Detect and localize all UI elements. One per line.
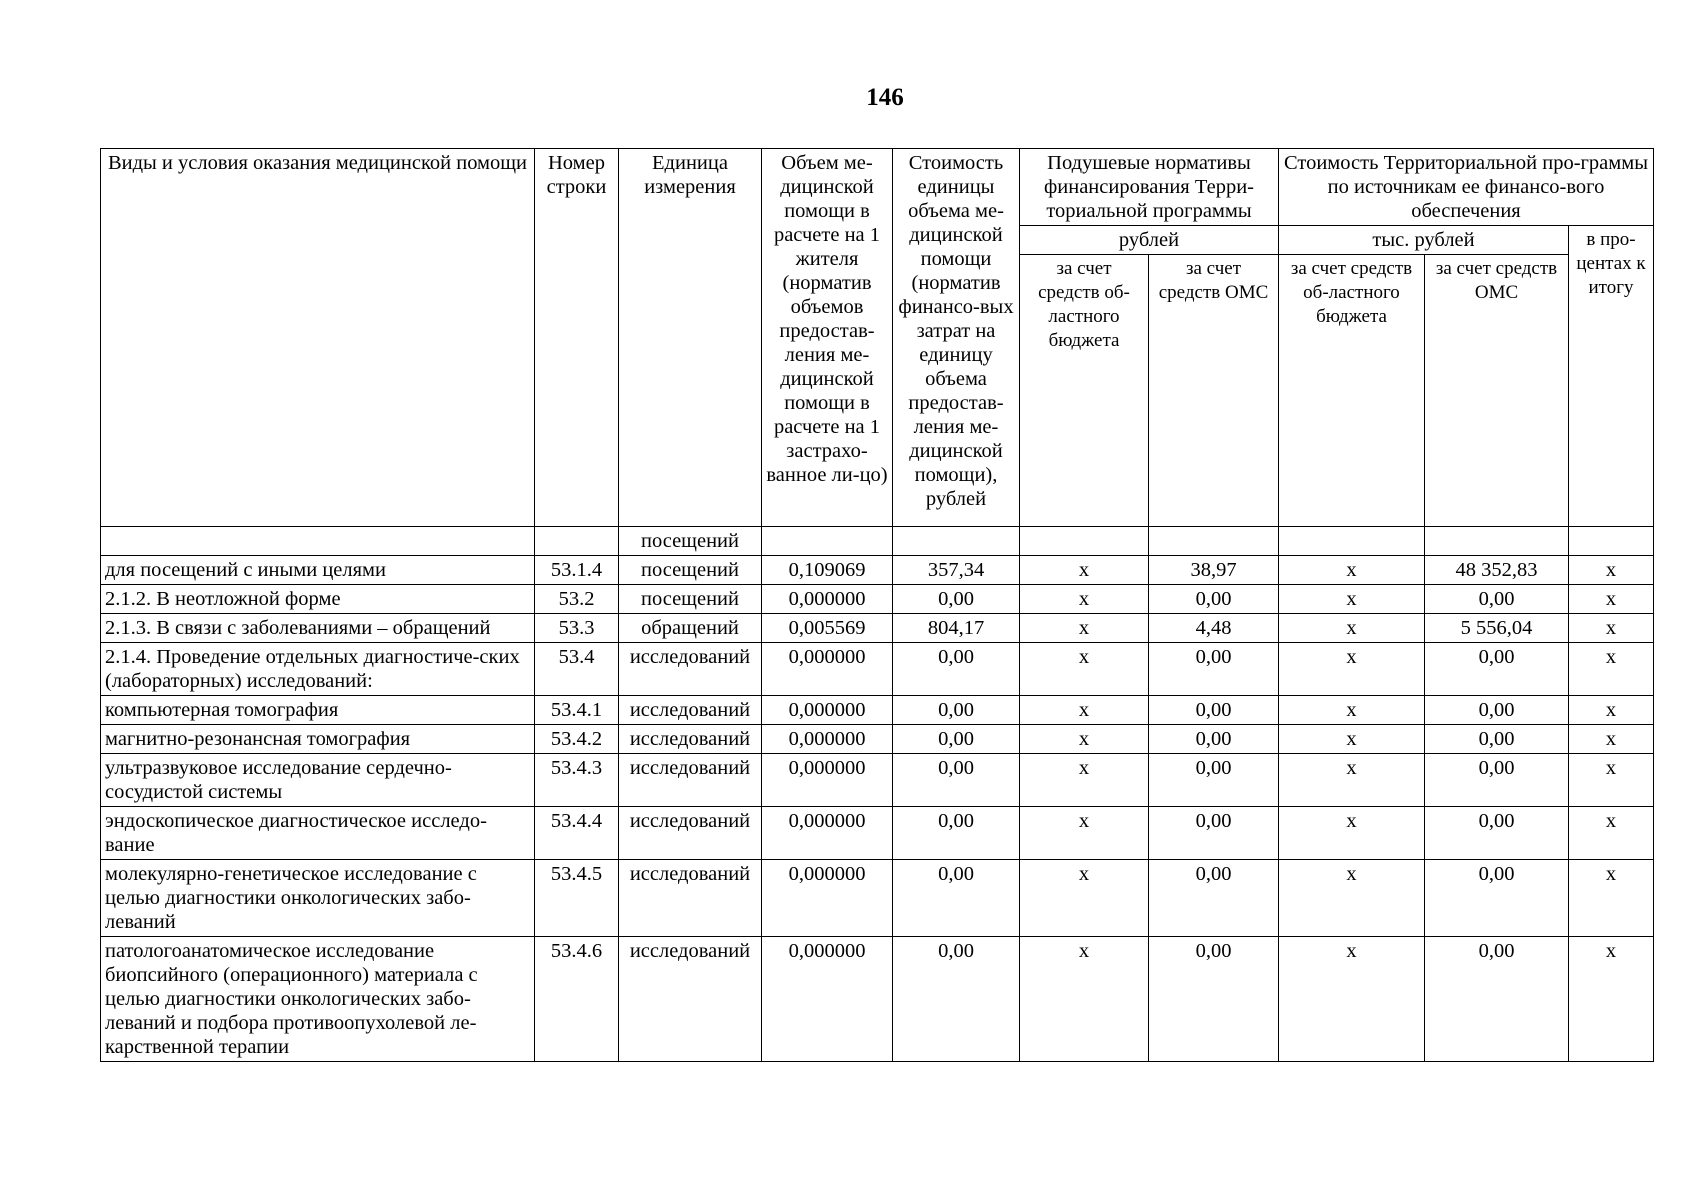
row-percent: х: [1569, 937, 1654, 1062]
row-cost: 0,00: [893, 585, 1020, 614]
row-percent: х: [1569, 860, 1654, 937]
header-type-of-care: Виды и условия оказания медицинской помощи: [101, 149, 535, 527]
table-row: [101, 614, 1654, 643]
row-prog-regional: х: [1279, 754, 1425, 807]
row-prog-oms: 0,00: [1425, 860, 1569, 937]
row-per-oms: 0,00: [1149, 696, 1279, 725]
table-row: [101, 860, 1654, 937]
header-program-cost: Стоимость Территориальной про-граммы по источникам ее финансо-вого обеспечения: [1279, 149, 1654, 226]
header-oms-2: за счет средств ОМС: [1425, 255, 1569, 527]
table-row: [101, 643, 1654, 696]
row-unit: исследований: [619, 807, 762, 860]
header-regional-budget-2: за счет средств об-ластного бюджета: [1279, 255, 1425, 527]
row-cost: 0,00: [893, 754, 1020, 807]
row-per-oms: 0,00: [1149, 643, 1279, 696]
row-prog-oms: 48 352,83: [1425, 556, 1569, 585]
row-name: для посещений с иными целями: [101, 556, 535, 585]
row-prog-oms: [1425, 527, 1569, 556]
row-number: 53.4: [535, 643, 619, 696]
row-cost: 0,00: [893, 696, 1020, 725]
row-name: 2.1.4. Проведение отдельных диагностиче-ских (лабораторных) исследований:: [101, 643, 535, 696]
row-percent: х: [1569, 556, 1654, 585]
row-unit: посещений: [619, 527, 762, 556]
row-volume: [762, 527, 893, 556]
row-per-regional: х: [1020, 937, 1149, 1062]
header-volume: Объем ме-дицинской помощи в расчете на 1 жителя (норматив объемов предостав-ления ме-дицинской помощи в расчете на 1 застрахо-ванное ли-цо): [762, 149, 893, 527]
row-unit: исследований: [619, 696, 762, 725]
row-volume: 0,000000: [762, 696, 893, 725]
row-percent: х: [1569, 754, 1654, 807]
financing-table: [100, 148, 1654, 1062]
row-prog-regional: [1279, 527, 1425, 556]
row-per-oms: 4,48: [1149, 614, 1279, 643]
header-regional-budget: за счет средств об-ластного бюджета: [1020, 255, 1149, 527]
row-cost: 0,00: [893, 937, 1020, 1062]
row-volume: 0,000000: [762, 585, 893, 614]
row-number: 53.4.6: [535, 937, 619, 1062]
row-percent: х: [1569, 725, 1654, 754]
row-percent: х: [1569, 643, 1654, 696]
row-prog-oms: 0,00: [1425, 754, 1569, 807]
row-number: 53.2: [535, 585, 619, 614]
row-name: патологоанатомическое исследование биопсийного (операционного) материала с целью диагностики онкологических забо-леваний и подбора противоопухолевой ле-карственной терапии: [101, 937, 535, 1062]
header-thousand-rubles: тыс. рублей: [1279, 226, 1569, 255]
row-unit: исследований: [619, 860, 762, 937]
row-prog-oms: 0,00: [1425, 937, 1569, 1062]
row-per-regional: х: [1020, 696, 1149, 725]
row-volume: 0,000000: [762, 754, 893, 807]
row-per-regional: х: [1020, 585, 1149, 614]
row-percent: х: [1569, 807, 1654, 860]
row-prog-oms: 0,00: [1425, 696, 1569, 725]
row-per-regional: х: [1020, 556, 1149, 585]
row-prog-oms: 0,00: [1425, 643, 1569, 696]
row-volume: 0,000000: [762, 807, 893, 860]
row-per-oms: 0,00: [1149, 754, 1279, 807]
row-prog-regional: х: [1279, 614, 1425, 643]
row-volume: 0,000000: [762, 937, 893, 1062]
row-prog-oms: 0,00: [1425, 585, 1569, 614]
row-per-oms: 0,00: [1149, 937, 1279, 1062]
table-row: [101, 807, 1654, 860]
row-percent: [1569, 527, 1654, 556]
row-name: молекулярно-генетическое исследование с целью диагностики онкологических забо-леваний: [101, 860, 535, 937]
page-number: 146: [866, 84, 904, 111]
table-row: [101, 527, 1654, 556]
row-per-oms: 0,00: [1149, 860, 1279, 937]
table-row: [101, 556, 1654, 585]
row-volume: 0,000000: [762, 860, 893, 937]
row-cost: 0,00: [893, 643, 1020, 696]
header-rubles: рублей: [1020, 226, 1279, 255]
row-per-regional: [1020, 527, 1149, 556]
row-prog-oms: 5 556,04: [1425, 614, 1569, 643]
table-row: [101, 696, 1654, 725]
row-name: ультразвуковое исследование сердечно-сосудистой системы: [101, 754, 535, 807]
row-per-oms: 0,00: [1149, 807, 1279, 860]
row-per-regional: х: [1020, 643, 1149, 696]
row-name: магнитно-резонансная томография: [101, 725, 535, 754]
table-row: [101, 585, 1654, 614]
row-number: 53.4.1: [535, 696, 619, 725]
table-row: [101, 725, 1654, 754]
row-per-regional: х: [1020, 614, 1149, 643]
row-prog-regional: х: [1279, 807, 1425, 860]
row-unit: исследований: [619, 725, 762, 754]
row-prog-regional: х: [1279, 725, 1425, 754]
row-number: 53.4.5: [535, 860, 619, 937]
row-prog-regional: х: [1279, 696, 1425, 725]
row-percent: х: [1569, 585, 1654, 614]
row-per-regional: х: [1020, 754, 1149, 807]
row-unit: посещений: [619, 585, 762, 614]
row-per-regional: х: [1020, 725, 1149, 754]
row-prog-regional: х: [1279, 556, 1425, 585]
row-cost: 357,34: [893, 556, 1020, 585]
row-percent: х: [1569, 696, 1654, 725]
table-row: [101, 754, 1654, 807]
row-prog-oms: 0,00: [1425, 807, 1569, 860]
row-name: 2.1.3. В связи с заболеваниями – обращений: [101, 614, 535, 643]
row-cost: 0,00: [893, 860, 1020, 937]
row-per-oms: 0,00: [1149, 725, 1279, 754]
row-prog-regional: х: [1279, 937, 1425, 1062]
row-number: 53.4.4: [535, 807, 619, 860]
row-volume: 0,000000: [762, 643, 893, 696]
row-volume: 0,000000: [762, 725, 893, 754]
row-per-oms: 38,97: [1149, 556, 1279, 585]
row-number: 53.4.3: [535, 754, 619, 807]
row-cost: 804,17: [893, 614, 1020, 643]
row-volume: 0,109069: [762, 556, 893, 585]
header-per-capita: Подушевые нормативы финансирования Терри-ториальной программы: [1020, 149, 1279, 226]
row-number: 53.4.2: [535, 725, 619, 754]
header-row-number: Номер строки: [535, 149, 619, 527]
row-name: компьютерная томография: [101, 696, 535, 725]
table-row: [101, 937, 1654, 1062]
header-unit: Единица измерения: [619, 149, 762, 527]
row-number: 53.3: [535, 614, 619, 643]
row-per-regional: х: [1020, 807, 1149, 860]
row-per-oms: [1149, 527, 1279, 556]
row-prog-regional: х: [1279, 860, 1425, 937]
header-oms: за счет средств ОМС: [1149, 255, 1279, 527]
row-name: [101, 527, 535, 556]
row-volume: 0,005569: [762, 614, 893, 643]
row-number: [535, 527, 619, 556]
row-unit: исследований: [619, 937, 762, 1062]
row-unit: посещений: [619, 556, 762, 585]
row-prog-regional: х: [1279, 643, 1425, 696]
row-per-oms: 0,00: [1149, 585, 1279, 614]
header-percent: в про-центах к итогу: [1569, 226, 1654, 527]
row-unit: обращений: [619, 614, 762, 643]
row-per-regional: х: [1020, 860, 1149, 937]
row-percent: х: [1569, 614, 1654, 643]
row-cost: 0,00: [893, 807, 1020, 860]
row-cost: 0,00: [893, 725, 1020, 754]
header-unit-cost: Стоимость единицы объема ме-дицинской помощи (норматив финансо-вых затрат на единицу объема предостав-ления ме-дицинской помощи), рублей: [893, 149, 1020, 527]
row-name: 2.1.2. В неотложной форме: [101, 585, 535, 614]
row-name: эндоскопическое диагностическое исследо-вание: [101, 807, 535, 860]
row-prog-regional: х: [1279, 585, 1425, 614]
row-unit: исследований: [619, 754, 762, 807]
row-cost: [893, 527, 1020, 556]
row-number: 53.1.4: [535, 556, 619, 585]
row-prog-oms: 0,00: [1425, 725, 1569, 754]
row-unit: исследований: [619, 643, 762, 696]
